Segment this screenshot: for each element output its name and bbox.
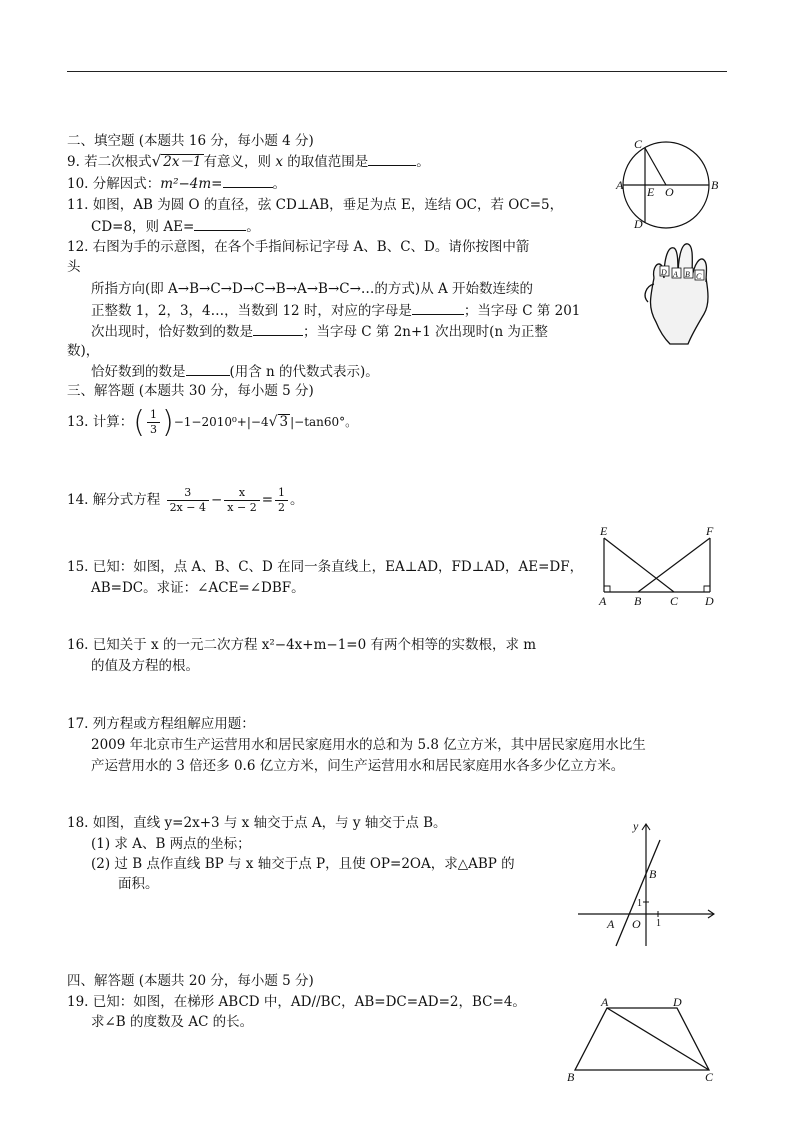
q14-f2-num: x bbox=[224, 486, 259, 501]
question-15-line2: AB=DC。求证：∠ACE=∠DBF。 bbox=[91, 580, 305, 596]
segment-fb bbox=[638, 538, 710, 592]
question-18-line3: (2) 过 B 点作直线 BP 与 x 轴交于点 P，且使 OP=2OA，求△ABP 的 bbox=[91, 856, 515, 872]
q10-text-b: 。 bbox=[272, 176, 286, 192]
q9-text-c: 的取值范围是 bbox=[287, 154, 369, 170]
question-18-line1: 18. 如图，直线 y=2x+3 与 x 轴交于点 A，与 y 轴交于点 B。 bbox=[67, 815, 447, 831]
label-a: A bbox=[607, 917, 615, 931]
question-18-line2: (1) 求 A、B 两点的坐标； bbox=[91, 836, 251, 852]
label-b: B bbox=[567, 1070, 575, 1084]
q10-expr: m²−4m= bbox=[160, 176, 223, 192]
q12-text-7a: 恰好数到的数是 bbox=[91, 364, 186, 380]
label-a: A bbox=[673, 270, 678, 279]
question-19-line1: 19. 已知：如图，在梯形 ABCD 中，AD//BC，AB=DC=AD=2，BC=4。 bbox=[67, 994, 526, 1010]
label-c: C bbox=[634, 137, 643, 151]
q14-f1-den: 2x − 4 bbox=[169, 501, 206, 514]
question-17-line2: 2009 年北京市生产运营用水和居民家庭用水的总和为 5.8 亿立方米，其中居民家庭用水比生 bbox=[91, 737, 646, 753]
label-one-x: 1 bbox=[656, 918, 661, 929]
section-2-title: 二、填空题 (本题共 16 分，每小题 4 分) bbox=[67, 133, 314, 149]
q11-text-a: CD=8，则 AE= bbox=[91, 219, 195, 235]
label-one-y: 1 bbox=[637, 898, 642, 909]
question-12-line6: 数)， bbox=[67, 343, 100, 359]
figure-q15-triangles bbox=[592, 522, 722, 608]
label-b: B bbox=[711, 178, 719, 192]
q12-text-4a: 正整数 1，2，3，4…，当数到 12 时，对应的字母是 bbox=[91, 303, 412, 319]
label-a: A bbox=[616, 178, 624, 192]
q14-minus: − bbox=[210, 492, 223, 508]
figure-q11-circle bbox=[612, 134, 727, 234]
question-16-line1: 16. 已知关于 x 的一元二次方程 x²−4x+m−1=0 有两个相等的实数根，求 m bbox=[67, 637, 537, 653]
question-18-line4: 面积。 bbox=[118, 876, 159, 892]
q12-text-5b: ；当字母 C 第 2n+1 次出现时(n 为正整 bbox=[303, 324, 548, 340]
q10-text-a: 10. 分解因式： bbox=[67, 176, 161, 192]
q14-f3-den: 2 bbox=[278, 501, 286, 514]
question-9: 9. 若二次根式√ 2x－1 有意义，则 x 的取值范围是 。 bbox=[67, 152, 430, 170]
q11-answer-blank[interactable] bbox=[194, 217, 246, 231]
q14-text-b: 。 bbox=[290, 492, 304, 508]
label-o: O bbox=[632, 917, 641, 931]
figure-q18-graph bbox=[574, 818, 720, 948]
q13-text-a: 13. 计算： bbox=[67, 414, 134, 430]
question-17-line3: 产运营用水的 3 倍还多 0.6 亿立方米，问生产运营用水和居民家庭用水各多少亿立方米。 bbox=[91, 758, 625, 774]
question-12-line7 bbox=[91, 362, 379, 381]
label-d: D bbox=[634, 217, 643, 231]
q10-answer-blank[interactable] bbox=[223, 174, 273, 188]
q13-frac-den: 3 bbox=[149, 423, 157, 436]
label-b: B bbox=[685, 270, 690, 279]
question-12-line5 bbox=[91, 322, 548, 341]
q9-answer-blank[interactable] bbox=[368, 152, 416, 166]
q13-frac-num: 1 bbox=[147, 408, 160, 423]
label-a: A bbox=[599, 594, 607, 608]
segment-oc bbox=[645, 148, 666, 185]
question-10 bbox=[67, 174, 286, 193]
label-a: A bbox=[601, 996, 609, 1009]
label-e: E bbox=[647, 185, 655, 199]
q14-f1-num: 3 bbox=[167, 486, 209, 501]
header-rule bbox=[67, 71, 727, 72]
section-4-title: 四、解答题 (本题共 20 分，每小题 5 分) bbox=[67, 973, 314, 989]
q12-text-7b: (用含 n 的代数式表示)。 bbox=[229, 364, 379, 380]
question-17-line1: 17. 列方程或方程组解应用题： bbox=[67, 716, 255, 732]
right-angle-a bbox=[604, 586, 610, 592]
label-d: D bbox=[705, 594, 714, 608]
trapezoid-abcd bbox=[575, 1008, 709, 1070]
question-19-line2: 求∠B 的度数及 AC 的长。 bbox=[91, 1014, 254, 1030]
label-f: F bbox=[706, 524, 714, 538]
q14-f3-num: 1 bbox=[275, 486, 288, 501]
question-11-line2 bbox=[91, 217, 260, 236]
label-b: B bbox=[634, 594, 642, 608]
question-12-line3: 所指方向(即 A→B→C→D→C→B→A→B→C→…的方式)从 A 开始数连续的 bbox=[91, 281, 534, 297]
label-c: C bbox=[670, 594, 679, 608]
label-y: y bbox=[633, 819, 639, 833]
q14-f2-den: x − 2 bbox=[227, 501, 257, 514]
question-16-line2: 的值及方程的根。 bbox=[91, 658, 199, 674]
right-angle-d bbox=[704, 586, 710, 592]
q12-text-4b: ；当字母 C 第 201 bbox=[463, 303, 581, 319]
q9-text-d: 。 bbox=[416, 154, 430, 170]
q12-answer-blank-1[interactable] bbox=[412, 301, 464, 315]
q13-text-b: −1−2010⁰+|−4 bbox=[173, 415, 269, 429]
figure-q19-trapezoid bbox=[563, 996, 723, 1084]
q9-text-a: 9. 若二次根式 bbox=[67, 154, 152, 170]
question-12-line4 bbox=[91, 301, 580, 320]
question-12-line2: 头 bbox=[67, 259, 81, 275]
label-c: C bbox=[705, 1070, 714, 1084]
q9-text-b: 有意义，则 bbox=[203, 154, 272, 170]
question-15-line1: 15. 已知：如图，点 A、B、C、D 在同一条直线上，EA⊥AD，FD⊥AD，AE=DF， bbox=[67, 559, 584, 575]
q14-eq: = bbox=[261, 492, 274, 508]
question-12-line1: 12. 右图为手的示意图，在各个手指间标记字母 A、B、C、D。请你按图中箭 bbox=[67, 239, 530, 255]
q12-answer-blank-3[interactable] bbox=[186, 362, 230, 376]
q12-text-5a: 次出现时，恰好数到的数是 bbox=[91, 324, 253, 340]
section-3-title: 三、解答题 (本题共 30 分，每小题 5 分) bbox=[67, 383, 314, 399]
label-d: D bbox=[661, 268, 667, 277]
q9-var: x bbox=[275, 154, 283, 170]
q13-text-c: |−tan60°。 bbox=[290, 415, 358, 429]
label-c: C bbox=[696, 272, 702, 281]
q12-answer-blank-2[interactable] bbox=[253, 322, 303, 336]
q13-sqrt: 3 bbox=[279, 414, 289, 430]
label-b: B bbox=[649, 867, 657, 881]
q9-radicand: 2x－1 bbox=[163, 154, 202, 170]
label-e: E bbox=[600, 524, 608, 538]
label-d: D bbox=[673, 996, 682, 1009]
hand-palm bbox=[651, 278, 709, 344]
q11-text-b: 。 bbox=[246, 219, 260, 235]
question-14 bbox=[67, 483, 304, 517]
question-13: 13. 计算：( $\frac{1}{3}$ )−1−2010⁰+|−4√ 3 |−tan60°。 bbox=[67, 404, 358, 440]
figure-q12-hand bbox=[640, 238, 714, 346]
segment-ec bbox=[604, 538, 674, 592]
question-11-line1: 11. 如图，AB 为圆 O 的直径，弦 CD⊥AB，垂足为点 E，连结 OC，若 OC=5， bbox=[67, 197, 564, 213]
label-o: O bbox=[665, 185, 674, 199]
q14-text-a: 14. 解分式方程 bbox=[67, 492, 161, 508]
